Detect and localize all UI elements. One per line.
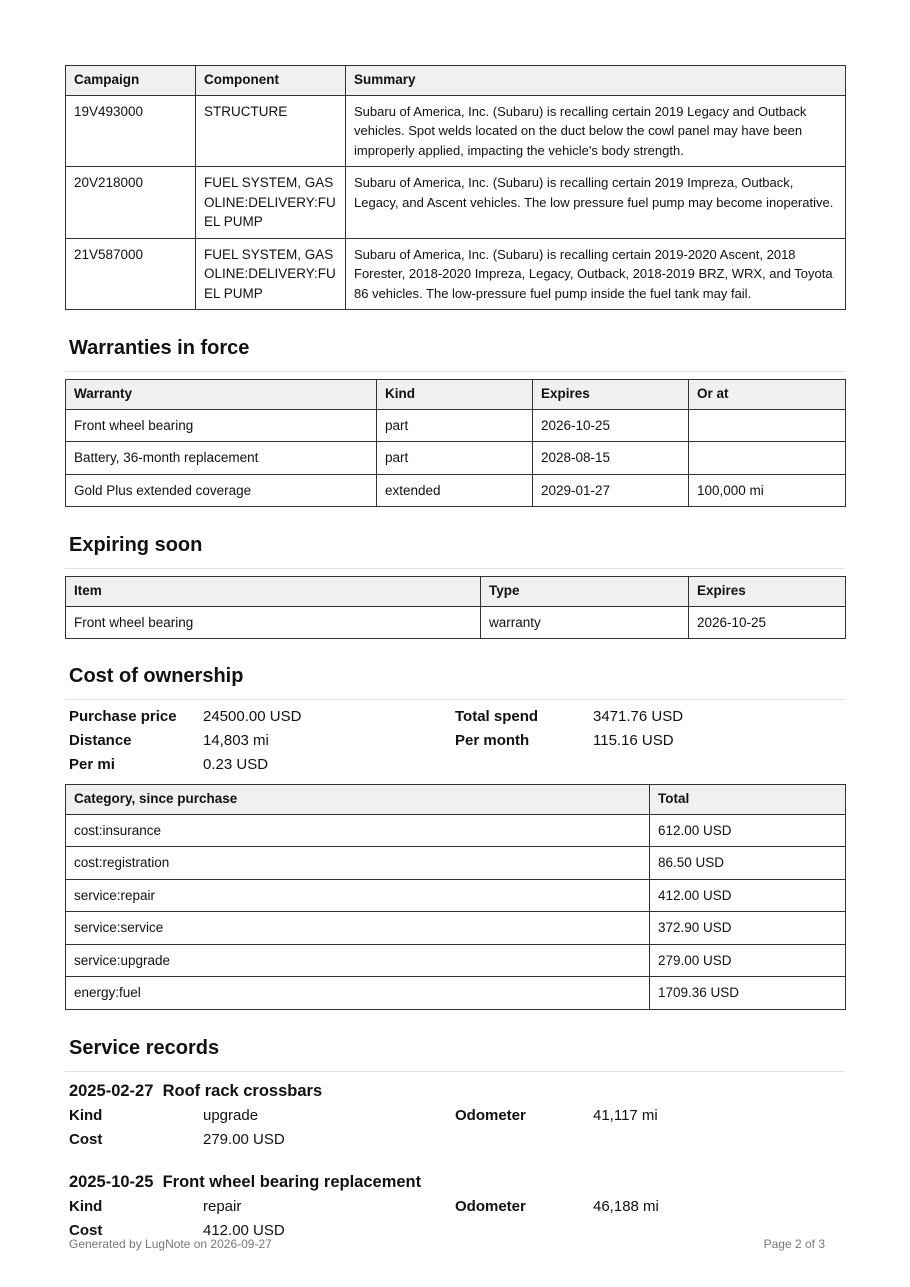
total-cell: 372.90 USD — [650, 912, 846, 945]
summary-cell: Subaru of America, Inc. (Subaru) is recalling certain 2019 Legacy and Outback vehicles. Spot welds located on the duct below the cowl panel may have been improperly applied, impacting the vehicle's body strength. — [346, 95, 846, 167]
odometer-value: 41,117 mi — [593, 1106, 658, 1124]
category-cell: cost:insurance — [66, 814, 650, 847]
odometer-value: 46,188 mi — [593, 1197, 659, 1215]
table-header-row — [66, 577, 846, 607]
cost-label: Cost — [69, 1130, 103, 1148]
component-cell: FUEL SYSTEM, GASOLINE:DELIVERY:FUEL PUMP — [196, 167, 346, 239]
table-row — [66, 847, 846, 880]
table-row — [66, 238, 846, 310]
category-cell: service:service — [66, 912, 650, 945]
purchase-price-value: 24500.00 USD — [203, 708, 302, 725]
expires-cell: 2026-10-25 — [689, 606, 846, 639]
cost-value: 279.00 USD — [203, 1130, 285, 1148]
campaign-cell: 21V587000 — [66, 238, 196, 310]
or-at-cell: 100,000 mi — [689, 474, 846, 507]
section-title-warranties: Warranties in force — [69, 337, 250, 359]
report-page — [65, 65, 845, 1243]
per-month-label: Per month — [455, 732, 530, 749]
category-cell: service:upgrade — [66, 944, 650, 977]
page-number: Page 2 of 3 — [763, 1237, 825, 1251]
per-mi-value: 0.23 USD — [203, 756, 269, 773]
component-cell: STRUCTURE — [196, 95, 346, 167]
section-divider — [65, 568, 845, 569]
table-header-row — [66, 785, 846, 815]
cost-label: Cost — [69, 1221, 103, 1239]
column-header: Category, since purchase — [66, 785, 650, 815]
summary-cell: Subaru of America, Inc. (Subaru) is recalling certain 2019 Impreza, Outback, Legacy, and Ascent vehicles. The low pressure fuel pump may become inoperative. — [346, 167, 846, 239]
table-header-row — [66, 380, 846, 410]
category-cell: service:repair — [66, 879, 650, 912]
expiring-table — [65, 576, 846, 639]
type-cell: warranty — [481, 606, 689, 639]
kind-cell: extended — [377, 474, 533, 507]
column-header: Expires — [533, 380, 689, 410]
section-divider — [65, 699, 845, 700]
item-cell: Front wheel bearing — [66, 606, 481, 639]
generated-note: Generated by LugNote on 2026-09-27 — [69, 1237, 272, 1251]
kind-label: Kind — [69, 1197, 103, 1215]
service-record-details — [65, 1104, 845, 1152]
warranties-table — [65, 379, 846, 507]
warranty-cell: Gold Plus extended coverage — [66, 474, 377, 507]
total-cell: 1709.36 USD — [650, 977, 846, 1010]
table-row — [66, 977, 846, 1010]
service-record-title: 2025-02-27 Roof rack crossbars — [69, 1081, 323, 1100]
odometer-label: Odometer — [455, 1197, 526, 1215]
per-mi-label: Per mi — [69, 756, 115, 773]
cost-summary — [65, 705, 845, 777]
table-row — [66, 95, 846, 167]
warranty-cell: Front wheel bearing — [66, 409, 377, 442]
table-row — [66, 606, 846, 639]
column-header: Or at — [689, 380, 846, 410]
component-cell: FUEL SYSTEM, GASOLINE:DELIVERY:FUEL PUMP — [196, 238, 346, 310]
table-row — [66, 474, 846, 507]
purchase-price-label: Purchase price — [69, 708, 177, 725]
cost-value: 412.00 USD — [203, 1221, 285, 1239]
column-header: Kind — [377, 380, 533, 410]
kv-row — [65, 753, 845, 777]
summary-cell: Subaru of America, Inc. (Subaru) is recalling certain 2019-2020 Ascent, 2018 Forester, 2018-2020 Impreza, Legacy, Outback, 2018-2019 BRZ, WRX, and Toyota 86 vehicles. The low-pressure fuel pump inside the fuel tank may fail. — [346, 238, 846, 310]
kv-row — [65, 1128, 845, 1152]
service-record — [65, 1080, 845, 1152]
total-spend-value: 3471.76 USD — [593, 708, 684, 725]
table-row — [66, 167, 846, 239]
kv-row — [65, 705, 845, 729]
service-record — [65, 1171, 845, 1243]
odometer-label: Odometer — [455, 1106, 526, 1124]
service-record-title: 2025-10-25 Front wheel bearing replacement — [69, 1172, 422, 1191]
expires-cell: 2029-01-27 — [533, 474, 689, 507]
table-row — [66, 442, 846, 475]
kind-value: repair — [203, 1197, 242, 1215]
total-cell: 86.50 USD — [650, 847, 846, 880]
kv-row — [65, 1195, 845, 1219]
table-header-row — [66, 66, 846, 96]
total-cell: 612.00 USD — [650, 814, 846, 847]
table-row — [66, 814, 846, 847]
or-at-cell — [689, 442, 846, 475]
warranty-cell: Battery, 36-month replacement — [66, 442, 377, 475]
category-cell: energy:fuel — [66, 977, 650, 1010]
distance-label: Distance — [69, 732, 132, 749]
category-cell: cost:registration — [66, 847, 650, 880]
kind-value: upgrade — [203, 1106, 259, 1124]
section-title-cost: Cost of ownership — [69, 665, 244, 687]
column-header: Summary — [346, 66, 846, 96]
table-row — [66, 912, 846, 945]
service-record-details — [65, 1195, 845, 1243]
column-header: Warranty — [66, 380, 377, 410]
section-title-expiring: Expiring soon — [69, 534, 203, 556]
table-row — [66, 944, 846, 977]
kind-cell: part — [377, 409, 533, 442]
table-row — [66, 409, 846, 442]
column-header: Type — [481, 577, 689, 607]
page-footer — [69, 1237, 825, 1251]
kv-row — [65, 1104, 845, 1128]
cost-category-table — [65, 784, 846, 1010]
column-header: Component — [196, 66, 346, 96]
column-header: Campaign — [66, 66, 196, 96]
distance-value: 14,803 mi — [203, 732, 269, 749]
section-divider — [65, 1071, 845, 1072]
recalls-table — [65, 65, 846, 310]
kv-row — [65, 729, 845, 753]
table-row — [66, 879, 846, 912]
expires-cell: 2028-08-15 — [533, 442, 689, 475]
campaign-cell: 19V493000 — [66, 95, 196, 167]
total-cell: 412.00 USD — [650, 879, 846, 912]
kind-cell: part — [377, 442, 533, 475]
expires-cell: 2026-10-25 — [533, 409, 689, 442]
section-title-service: Service records — [69, 1036, 220, 1059]
column-header: Expires — [689, 577, 846, 607]
kind-label: Kind — [69, 1106, 103, 1124]
or-at-cell — [689, 409, 846, 442]
column-header: Total — [650, 785, 846, 815]
total-spend-label: Total spend — [455, 708, 539, 725]
section-divider — [65, 371, 845, 372]
column-header: Item — [66, 577, 481, 607]
total-cell: 279.00 USD — [650, 944, 846, 977]
per-month-value: 115.16 USD — [593, 732, 674, 749]
campaign-cell: 20V218000 — [66, 167, 196, 239]
